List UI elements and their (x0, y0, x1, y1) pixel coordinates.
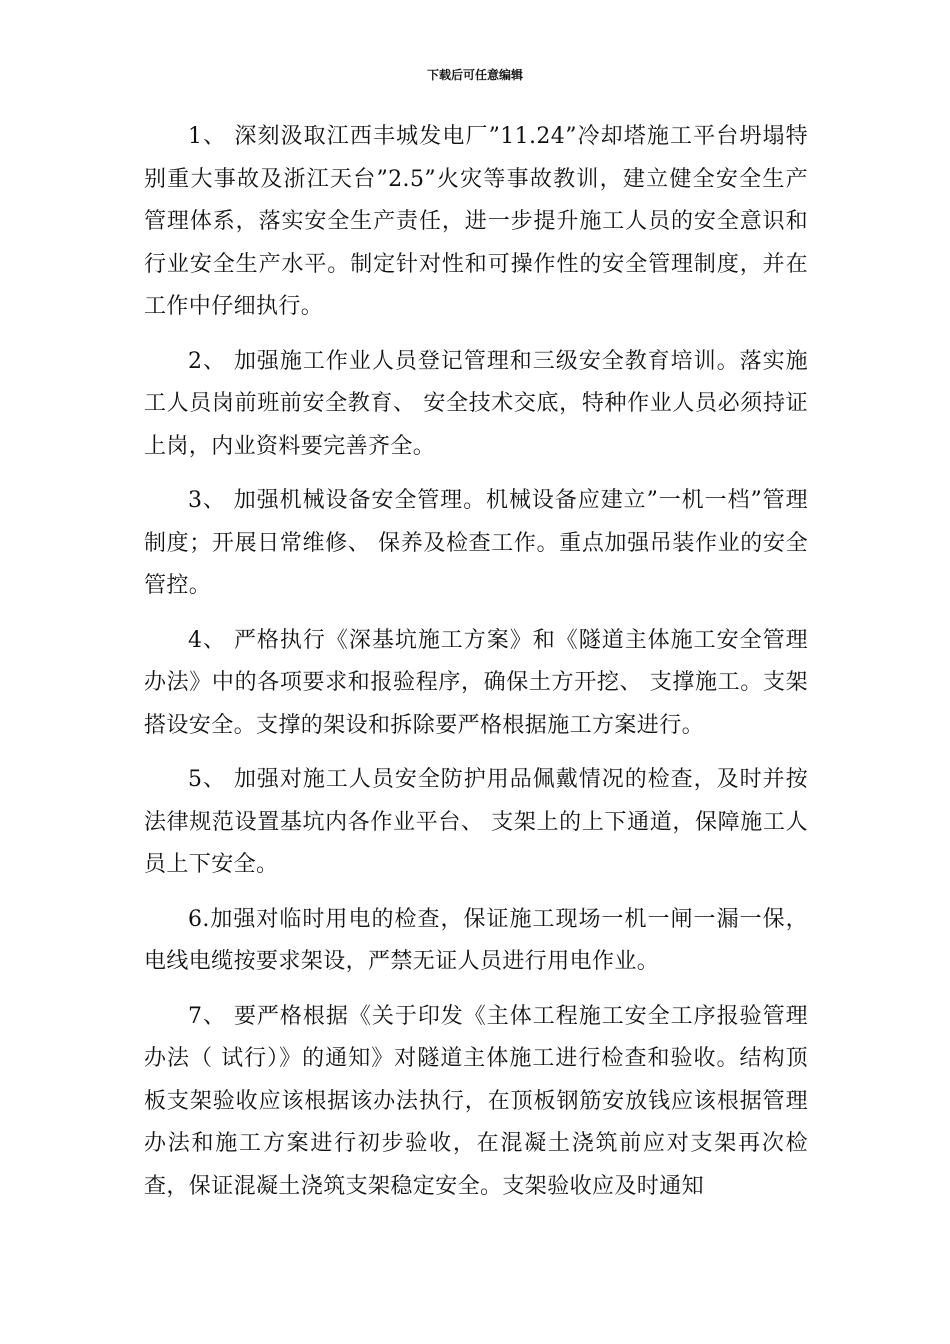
paragraph-6: 6.加强对临时用电的检查，保证施工现场一机一闸一漏一保，电线电缆按要求架设，严禁无证人员进行用电作业。 (144, 906, 808, 974)
paragraph-2: 2、 加强施工作业人员登记管理和三级安全教育培训。落实施工人员岗前班前安全教育、 安全技术交底，特种作业人员必须持证上岗，内业资料要完善齐全。 (144, 348, 808, 459)
document-body (144, 116, 808, 1220)
paragraph-7: 7、 要严格根据《关于印发《主体工程施工安全工序报验管理办法（ 试行）》的通知》对隧道主体施工进行检查和验收。结构顶板支架验收应该根据该办法执行，在顶板钢筋安放钱应该根据管理办法和施工方案进行初步验收，在混凝土浇筑前应对支架再次检查，保证混凝土浇筑支架稳定安全。支架验收应及时通知 (144, 1003, 808, 1199)
paragraph-1: 1、 深刻汲取江西丰城发电厂”11.24”冷却塔施工平台坍塌特别重大事故及浙江天台”2.5”火灾等事故教训，建立健全安全生产管理体系，落实安全生产责任，进一步提升施工人员的安全意识和行业安全生产水平。制定针对性和可操作性的安全管理制度，并在工作中仔细执行。 (144, 124, 808, 319)
paragraph-3: 3、 加强机械设备安全管理。机械设备应建立”一机一档”管理制度；开展日常维修、 保养及检查工作。重点加强吊装作业的安全管控。 (144, 488, 808, 598)
page-header: 下载后可任意编辑 (426, 68, 523, 82)
paragraph-4: 4、 严格执行《深基坑施工方案》和《隧道主体施工安全管理办法》中的各项要求和报验程序，确保土方开挖、 支撑施工。支架搭设安全。支撑的架设和拆除要严格根据施工方案进行。 (144, 627, 808, 738)
paragraph-5: 5、 加强对施工人员安全防护用品佩戴情况的检查，及时并按法律规范设置基坑内各作业平台、 支架上的上下通道，保障施工人员上下安全。 (144, 767, 808, 877)
